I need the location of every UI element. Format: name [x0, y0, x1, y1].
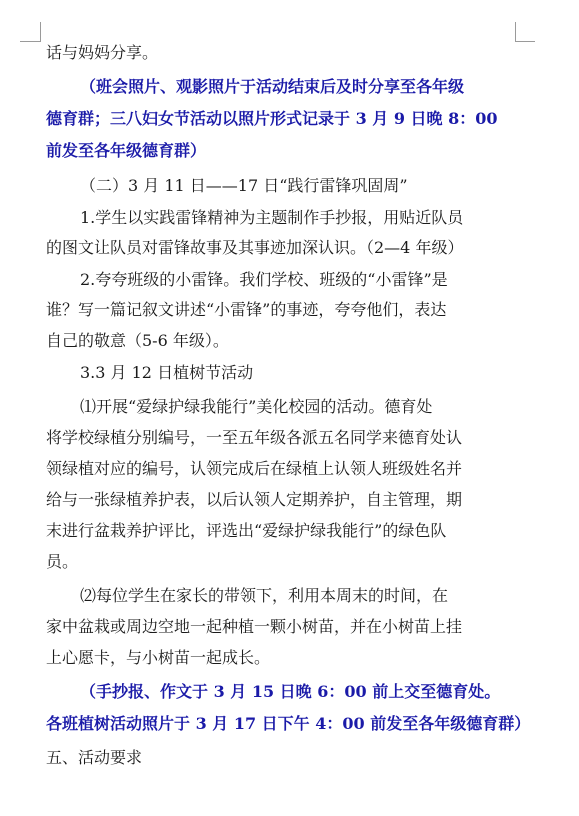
margin-corner-mark-top-right: [515, 22, 516, 42]
paragraph-line: 员。: [46, 552, 79, 571]
margin-corner-mark-top-left-horizontal: [20, 41, 40, 42]
paragraph-line: 话与妈妈分享。: [46, 43, 159, 62]
paragraph-line: 末进行盆栽养护评比，评选出“爱绿护绿我能行”的绿色队: [46, 521, 447, 540]
section-subheading: 3.3 月 12 日植树节活动: [80, 363, 254, 382]
paragraph-line: 家中盆栽或周边空地一起种植一颗小树苗，并在小树苗上挂: [46, 617, 463, 636]
emphasis-note-line: 德育群；三八妇女节活动以照片形式记录于 3 月 9 日晚 8：00: [46, 109, 498, 128]
section-heading: 五、活动要求: [46, 748, 143, 767]
emphasis-note-line: 前发至各年级德育群）: [46, 141, 207, 160]
paragraph-line: 1.学生以实践雷锋精神为主题制作手抄报，用贴近队员: [80, 208, 464, 227]
paragraph-line: 将学校绿植分别编号，一至五年级各派五名同学来德育处认: [46, 428, 463, 447]
paragraph-line: 给与一张绿植养护表，以后认领人定期养护，自主管理，期: [46, 490, 463, 509]
margin-corner-mark-top-left: [20, 22, 41, 42]
paragraph-line: 的图文让队员对雷锋故事及其事迹加深认识。（2—4 年级）: [46, 238, 464, 257]
paragraph-line: 领绿植对应的编号，认领完成后在绿植上认领人班级姓名并: [46, 459, 463, 478]
paragraph-line: 上心愿卡，与小树苗一起成长。: [46, 648, 271, 667]
paragraph-line: 谁？写一篇记叙文讲述“小雷锋”的事迹，夸夸他们，表达: [46, 300, 447, 319]
emphasis-note-line: 各班植树活动照片于 3 月 17 日下午 4：00 前发至各年级德育群）: [46, 714, 531, 733]
paragraph-line: ⑴开展“爱绿护绿我能行”美化校园的活动。德育处: [80, 397, 433, 416]
paragraph-line: ⑵每位学生在家长的带领下，利用本周末的时间，在: [80, 586, 449, 605]
paragraph-line: 自己的敬意（5-6 年级）。: [46, 331, 229, 350]
emphasis-note-line: （班会照片、观影照片于活动结束后及时分享至各年级: [80, 77, 465, 96]
emphasis-note-line: （手抄报、作文于 3 月 15 日晚 6：00 前上交至德育处。: [80, 682, 501, 701]
margin-corner-mark-top-right-horizontal: [515, 41, 535, 42]
section-subheading: （二）3 月 11 日——17 日“践行雷锋巩固周”: [80, 176, 408, 195]
paragraph-line: 2.夸夸班级的小雷锋。我们学校、班级的“小雷锋”是: [80, 270, 448, 289]
